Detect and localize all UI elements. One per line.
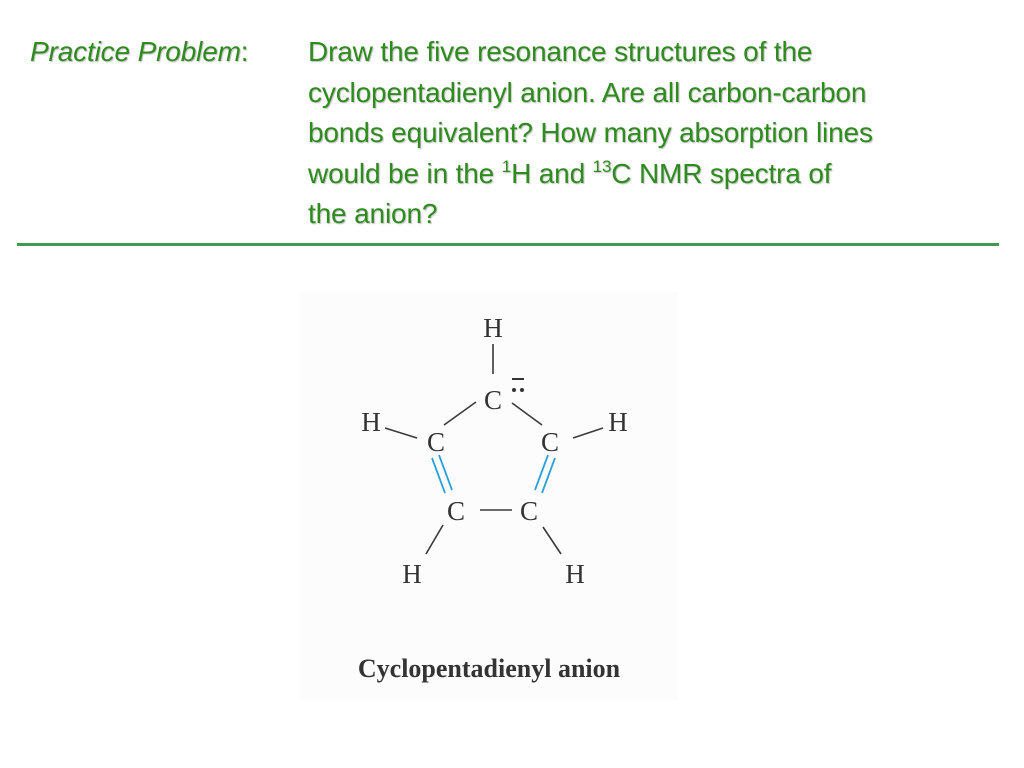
lone-pair-dot: [520, 388, 524, 392]
problem-line: cyclopentadienyl anion. Are all carbon-carbon: [308, 76, 867, 108]
double-bond-right-a: [535, 455, 548, 490]
problem-label: Practice Problem:: [30, 36, 249, 67]
atom-h-right: H: [608, 407, 628, 437]
atom-h-top: H: [483, 313, 503, 343]
bond-h-left: [385, 428, 417, 438]
atom-c-right: C: [540, 427, 560, 457]
atom-c-top: C: [483, 385, 503, 415]
lone-pair-dot: [512, 388, 516, 392]
bond-h-bottom-right: [543, 527, 561, 554]
atom-c-bottom-right: C: [519, 496, 539, 526]
double-bond-right-b: [542, 458, 555, 493]
bond-h-right: [573, 428, 603, 438]
divider-line: [17, 243, 999, 246]
bond-c-top-left: [444, 402, 476, 425]
double-bond-left-b: [439, 455, 452, 490]
negative-charge-sign: [512, 378, 524, 380]
atom-h-left: H: [361, 407, 381, 437]
problem-line: the anion?: [308, 198, 438, 229]
superscript-1: 1: [501, 156, 512, 176]
structure-figure: [300, 292, 678, 700]
problem-line: Draw the five resonance structures of the: [308, 36, 813, 67]
problem-line: bonds equivalent? How many absorption lines: [308, 117, 873, 148]
problem-line: would be in the $^1$H and $^{13}$C NMR spectra of: [308, 156, 832, 189]
double-bond-left-a: [432, 458, 445, 493]
atom-h-bottom-left: H: [402, 559, 422, 589]
figure-caption: Cyclopentadienyl anion: [357, 654, 621, 683]
cyclopentadienyl-structure: [300, 292, 678, 700]
bond-h-bottom-left: [426, 525, 443, 554]
superscript-13: 13: [592, 156, 612, 176]
atom-h-bottom-right: H: [565, 559, 585, 589]
atom-c-left: C: [426, 427, 446, 457]
bond-c-top-right: [512, 403, 542, 425]
atom-c-bottom-left: C: [446, 496, 466, 526]
problem-text: [308, 32, 1020, 235]
